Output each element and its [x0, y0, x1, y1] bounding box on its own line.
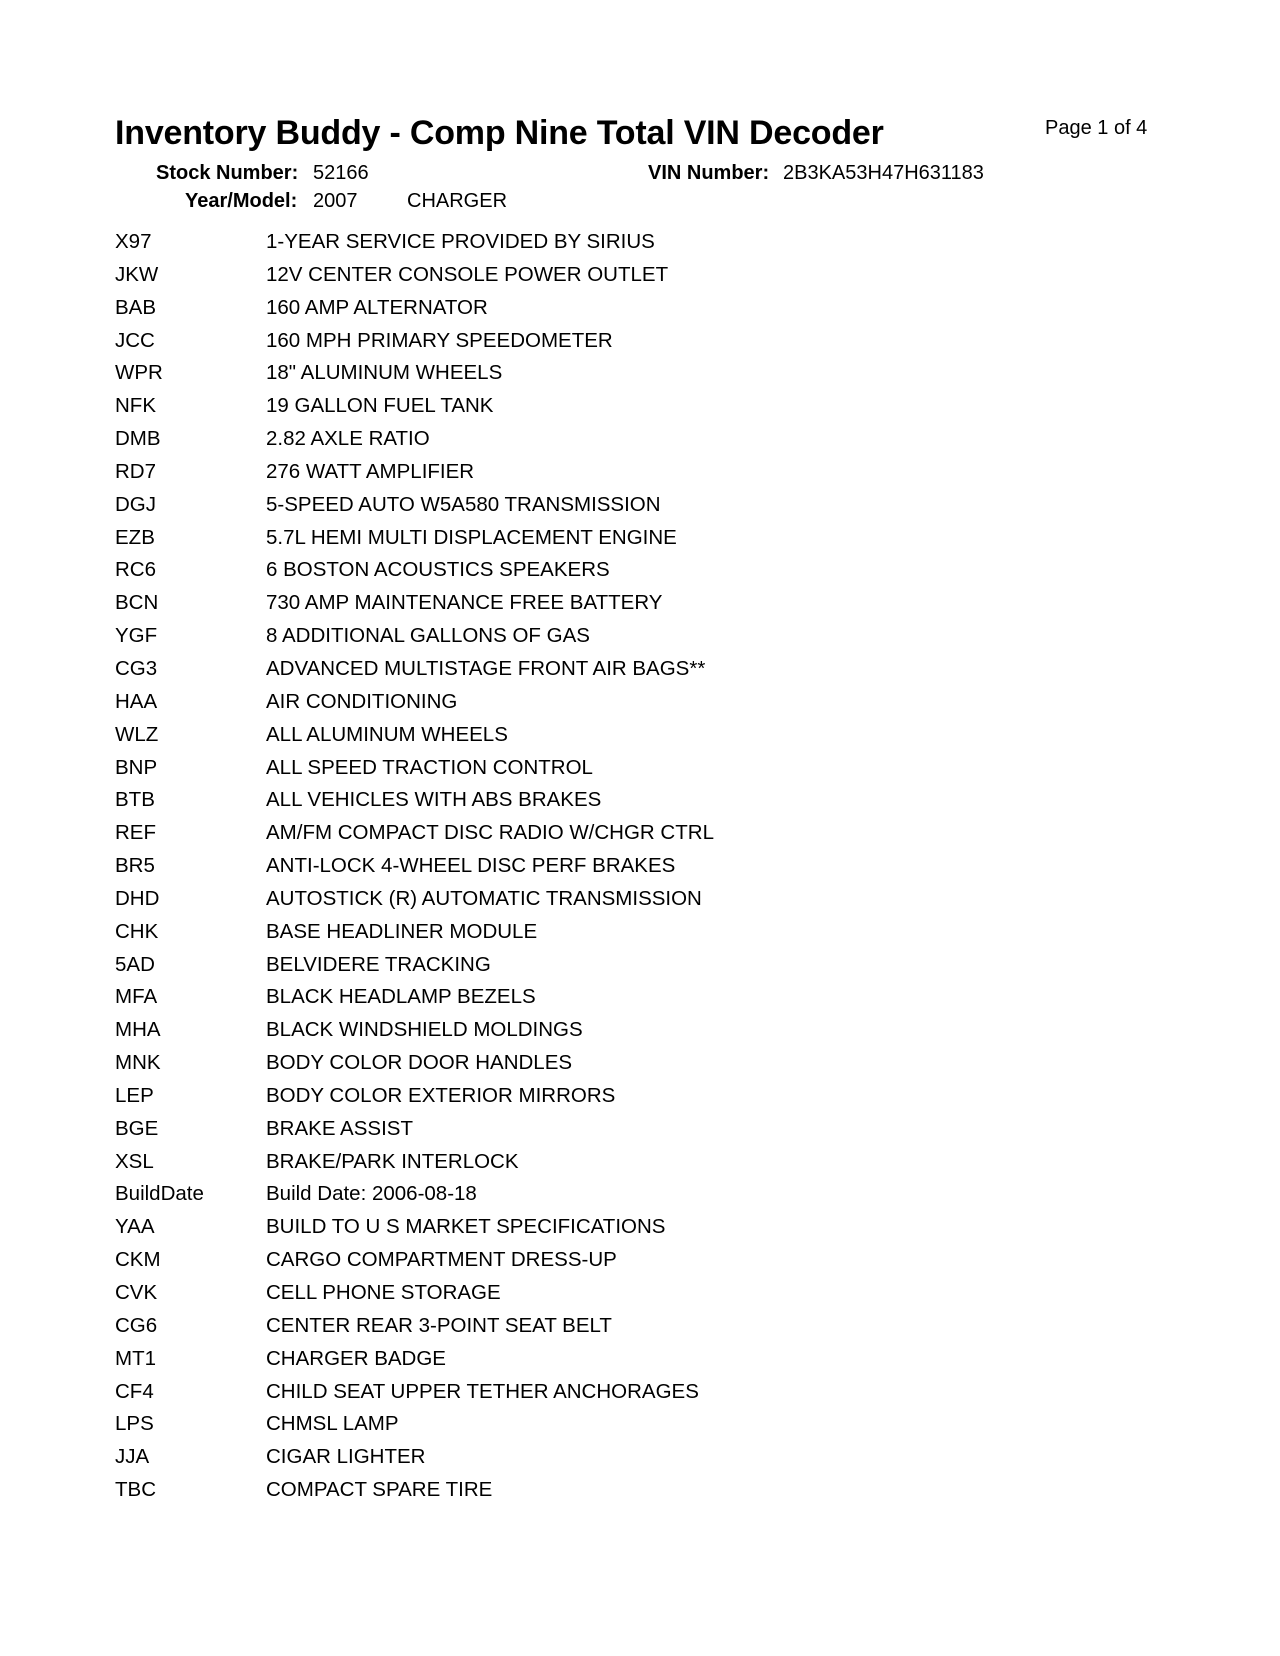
- option-code: XSL: [115, 1149, 154, 1173]
- option-code: MFA: [115, 985, 158, 1009]
- option-code: WLZ: [115, 722, 159, 746]
- option-code: JJA: [115, 1445, 150, 1469]
- option-description: 160 MPH PRIMARY SPEEDOMETER: [266, 328, 613, 352]
- option-code: REF: [115, 821, 156, 845]
- option-row: [115, 1376, 815, 1409]
- option-code: BR5: [115, 854, 155, 878]
- year-model-label-text: Year/Model:: [185, 190, 298, 212]
- option-code: DHD: [115, 886, 160, 910]
- option-code: BNP: [115, 755, 158, 779]
- option-row: [115, 620, 815, 653]
- option-description: CHMSL LAMP: [266, 1412, 399, 1436]
- option-row: [115, 226, 815, 259]
- option-description: 160 AMP ALTERNATOR: [266, 295, 488, 319]
- option-code: BGE: [115, 1116, 159, 1140]
- option-code: BTB: [115, 788, 155, 812]
- page-number: Page 1 of 4: [1045, 117, 1148, 139]
- option-row: [115, 423, 815, 456]
- option-description: BRAKE/PARK INTERLOCK: [266, 1149, 519, 1173]
- option-row: [115, 817, 815, 850]
- option-description: ALL SPEED TRACTION CONTROL: [266, 755, 593, 779]
- option-description: CELL PHONE STORAGE: [266, 1281, 501, 1304]
- option-row: [115, 1113, 815, 1146]
- option-code: HAA: [115, 689, 158, 713]
- option-code: MNK: [115, 1051, 161, 1075]
- option-row: [115, 357, 815, 390]
- option-row: [115, 653, 815, 686]
- option-description: 2.82 AXLE RATIO: [266, 427, 430, 451]
- option-row: [115, 292, 815, 325]
- option-description: AUTOSTICK (R) AUTOMATIC TRANSMISSION: [266, 886, 702, 910]
- option-row: [115, 390, 815, 423]
- option-code: CG6: [115, 1313, 158, 1337]
- option-row: [115, 1080, 815, 1113]
- option-code: CHK: [115, 919, 159, 943]
- option-code: YAA: [115, 1215, 155, 1239]
- option-row: [115, 1408, 815, 1441]
- option-row: [115, 1146, 815, 1179]
- year-model-label: [185, 190, 297, 213]
- option-description: BLACK HEADLAMP BEZELS: [266, 985, 536, 1009]
- stock-number-label: [156, 162, 298, 185]
- vin-number-value: 2B3KA53H47H631183: [783, 162, 984, 184]
- option-description: 5.7L HEMI MULTI DISPLACEMENT ENGINE: [266, 525, 677, 549]
- option-row: [115, 1244, 815, 1277]
- stock-number-value: 52166: [313, 162, 369, 184]
- option-description: BELVIDERE TRACKING: [266, 952, 491, 976]
- option-description: BODY COLOR DOOR HANDLES: [266, 1051, 573, 1075]
- year-value: 2007: [313, 190, 358, 212]
- option-description: CARGO COMPARTMENT DRESS-UP: [266, 1248, 617, 1272]
- option-row: [115, 752, 815, 785]
- option-row: [115, 784, 815, 817]
- vin-number-label: [648, 162, 769, 185]
- option-row: [115, 719, 815, 752]
- option-code: CG3: [115, 656, 158, 680]
- option-code: JKW: [115, 262, 159, 286]
- option-description: CHILD SEAT UPPER TETHER ANCHORAGES: [266, 1379, 699, 1403]
- option-row: [115, 587, 815, 620]
- option-row: [115, 1014, 815, 1047]
- option-description: ALL ALUMINUM WHEELS: [266, 722, 508, 746]
- option-code: LPS: [115, 1412, 154, 1436]
- option-code: 5AD: [115, 952, 155, 976]
- option-description: BODY COLOR EXTERIOR MIRRORS: [266, 1083, 616, 1107]
- option-description: CIGAR LIGHTER: [266, 1445, 426, 1469]
- option-code: MT1: [115, 1346, 156, 1370]
- option-row: [115, 1343, 815, 1376]
- option-description: 730 AMP MAINTENANCE FREE BATTERY: [266, 591, 663, 615]
- option-description: CHARGER BADGE: [266, 1346, 446, 1370]
- option-code: NFK: [115, 394, 156, 418]
- option-description: 8 ADDITIONAL GALLONS OF GAS: [266, 624, 590, 648]
- option-row: [115, 554, 815, 587]
- option-code: DGJ: [115, 492, 156, 516]
- option-description: 19 GALLON FUEL TANK: [266, 394, 494, 418]
- option-row: [115, 1474, 815, 1507]
- option-description: AIR CONDITIONING: [266, 689, 458, 713]
- option-description: BLACK WINDSHIELD MOLDINGS: [266, 1018, 583, 1042]
- option-code: LEP: [115, 1083, 154, 1107]
- option-description: 6 BOSTON ACOUSTICS SPEAKERS: [266, 558, 610, 582]
- option-row: [115, 259, 815, 292]
- page-title: Inventory Buddy - Comp Nine Total VIN Decoder: [115, 114, 884, 152]
- option-code: BCN: [115, 591, 159, 615]
- option-code-list: [115, 226, 815, 1507]
- option-code: WPR: [115, 361, 163, 385]
- vin-number-label-text: VIN Number:: [648, 162, 770, 184]
- option-row: [115, 325, 815, 358]
- option-row: [115, 456, 815, 489]
- option-code: YGF: [115, 624, 158, 648]
- option-row: [115, 686, 815, 719]
- option-description: 5-SPEED AUTO W5A580 TRANSMISSION: [266, 492, 661, 516]
- option-code: EZB: [115, 525, 155, 549]
- option-description: 12V CENTER CONSOLE POWER OUTLET: [266, 262, 669, 286]
- option-row: [115, 1310, 815, 1343]
- option-row: [115, 489, 815, 522]
- option-code: CF4: [115, 1379, 154, 1403]
- option-description: ADVANCED MULTISTAGE FRONT AIR BAGS**: [266, 656, 706, 680]
- option-code: MHA: [115, 1018, 161, 1042]
- option-description: BRAKE ASSIST: [266, 1116, 413, 1140]
- option-code: CVK: [115, 1281, 158, 1304]
- option-code: X97: [115, 230, 152, 253]
- model-value: CHARGER: [407, 190, 508, 212]
- option-description: COMPACT SPARE TIRE: [266, 1478, 493, 1502]
- option-description: AM/FM COMPACT DISC RADIO W/CHGR CTRL: [266, 821, 714, 845]
- option-row: [115, 522, 815, 555]
- option-code: BuildDate: [115, 1182, 204, 1206]
- option-row: [115, 916, 815, 949]
- option-row: [115, 1211, 815, 1244]
- option-description: ALL VEHICLES WITH ABS BRAKES: [266, 788, 602, 812]
- option-description: BUILD TO U S MARKET SPECIFICATIONS: [266, 1215, 666, 1239]
- option-code: JCC: [115, 328, 155, 352]
- option-description: ANTI-LOCK 4-WHEEL DISC PERF BRAKES: [266, 854, 676, 878]
- stock-number-label-text: Stock Number:: [156, 162, 299, 184]
- option-code: DMB: [115, 427, 161, 451]
- option-row: [115, 1047, 815, 1080]
- option-description: 18" ALUMINUM WHEELS: [266, 361, 503, 385]
- option-row: [115, 1441, 815, 1474]
- option-code: RD7: [115, 459, 157, 483]
- option-row: [115, 1277, 815, 1310]
- option-row: [115, 981, 815, 1014]
- option-description: Build Date: 2006-08-18: [266, 1182, 477, 1206]
- option-code: CKM: [115, 1248, 161, 1272]
- option-row: [115, 1178, 815, 1211]
- option-description: BASE HEADLINER MODULE: [266, 919, 538, 943]
- option-description: CENTER REAR 3-POINT SEAT BELT: [266, 1313, 612, 1337]
- option-row: [115, 883, 815, 916]
- option-code: RC6: [115, 558, 157, 582]
- option-description: 276 WATT AMPLIFIER: [266, 459, 475, 483]
- option-row: [115, 949, 815, 982]
- option-description: 1-YEAR SERVICE PROVIDED BY SIRIUS: [266, 230, 655, 253]
- option-code: BAB: [115, 295, 157, 319]
- option-row: [115, 850, 815, 883]
- option-code: TBC: [115, 1478, 156, 1502]
